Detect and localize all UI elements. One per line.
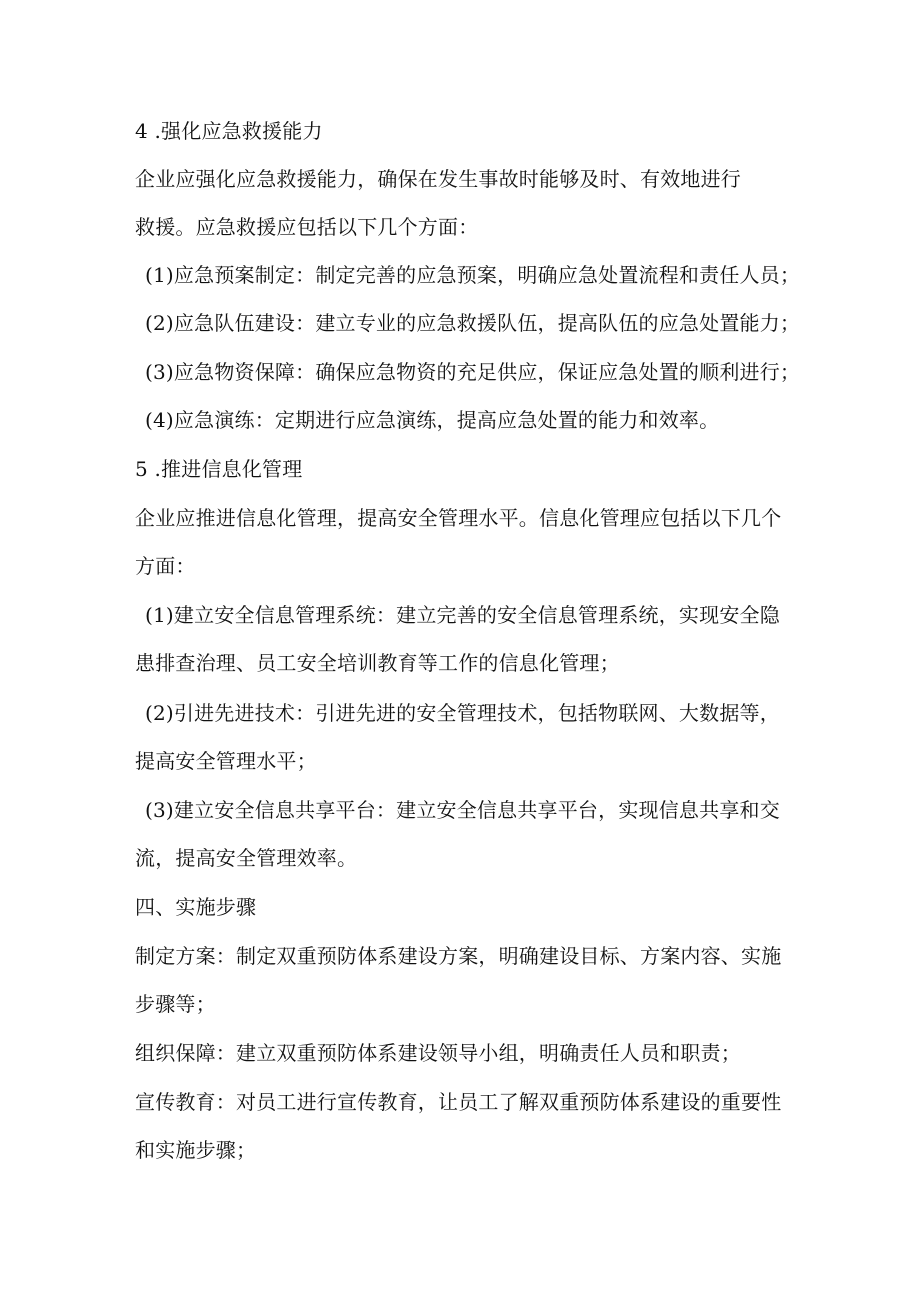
list-item: (1)建立安全信息管理系统：建立完善的安全信息管理系统，实现安全隐 [145,603,780,627]
paragraph-line: 救援。应急救援应包括以下几个方面： [135,215,479,239]
list-item-continuation: 患排查治理、员工安全培训教育等工作的信息化管理； [135,651,620,675]
paragraph-line: 组织保障：建立双重预防体系建设领导小组，明确责任人员和职责； [135,1041,741,1065]
list-item: (3)建立安全信息共享平台：建立安全信息共享平台，实现信息共享和交 [145,798,780,822]
list-item: (4)应急演练：定期进行应急演练，提高应急处置的能力和效率。 [145,408,720,432]
paragraph-line: 和实施步骤； [135,1138,257,1162]
list-item: (3)应急物资保障：确保应急物资的充足供应，保证应急处置的顺利进行； [145,360,801,384]
section-heading-5: 5 .推进信息化管理 [135,457,303,481]
list-item-continuation: 流，提高安全管理效率。 [135,846,358,870]
list-item-continuation: 提高安全管理水平； [135,749,317,773]
paragraph-line: 方面： [135,554,196,578]
section-heading-four: 四、实施步骤 [135,895,257,919]
list-item: (1)应急预案制定：制定完善的应急预案，明确应急处置流程和责任人员； [145,263,801,287]
paragraph-line: 制定方案：制定双重预防体系建设方案，明确建设目标、方案内容、实施 [135,944,782,968]
list-item: (2)引进先进技术：引进先进的安全管理技术，包括物联网、大数据等， [145,701,780,725]
paragraph-line: 宣传教育：对员工进行宣传教育，让员工了解双重预防体系建设的重要性 [135,1090,782,1114]
paragraph-line: 步骤等； [135,992,216,1016]
list-item: (2)应急队伍建设：建立专业的应急救援队伍，提高队伍的应急处置能力； [145,311,801,335]
paragraph-line: 企业应强化应急救援能力，确保在发生事故时能够及时、有效地进行 [135,167,741,191]
section-heading-4: 4 .强化应急救援能力 [135,119,323,143]
paragraph-line: 企业应推进信息化管理，提高安全管理水平。信息化管理应包括以下几个 [135,506,782,530]
